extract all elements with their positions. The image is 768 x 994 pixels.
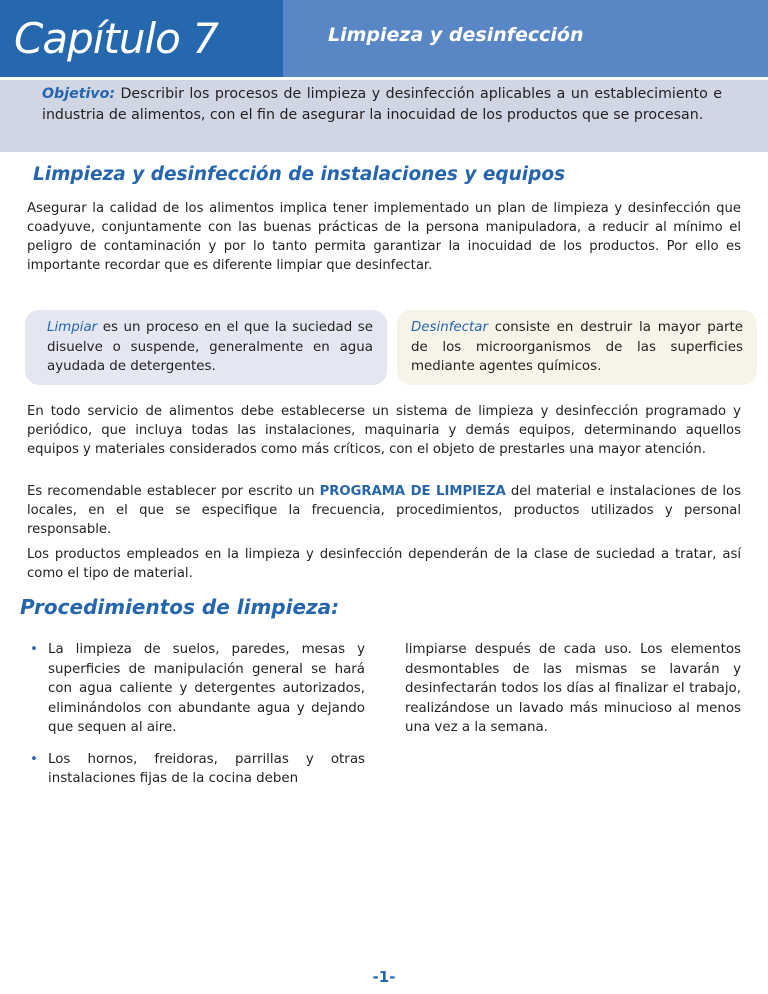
- definition-text: consiste en destruir la mayor parte de los microorganismos de las superficies mediante agentes químicos.: [411, 320, 743, 374]
- procedures-list: [28, 640, 365, 801]
- chapter-title: Limpieza y desinfección: [328, 24, 584, 46]
- definition-text: es un proceso en el que la suciedad se disuelve o suspende, generalmente en agua ayudada de detergentes.: [47, 320, 373, 374]
- paragraph: En todo servicio de alimentos debe establecerse un sistema de limpieza y desinfección programado y periódico, que incluya todas las instalaciones, maquinaria y demás equipos, determinando aquellos equipos y materiales considerados como más críticos, con el objeto de prestarles una mayor atención.: [27, 404, 741, 457]
- procedures-heading: Procedimientos de limpieza:: [20, 595, 340, 619]
- text: del material e instalaciones de los locales, en el que se especifique la frecuencia, procedimientos, productos utilizados y personal responsable.: [27, 484, 741, 537]
- definition-box-limpiar: [25, 310, 387, 385]
- list-item: [28, 640, 365, 738]
- paragraph: Los productos empleados en la limpieza y desinfección dependerán de la clase de suciedad a tratar, así como el tipo de material.: [27, 547, 741, 581]
- program-highlight: PROGRAMA DE LIMPIEZA: [319, 484, 506, 499]
- objective-band: [0, 80, 768, 152]
- bullet-icon: •: [30, 751, 38, 767]
- objective-text: Describir los procesos de limpieza y desinfección aplicables a un establecimiento e industria de alimentos, con el fin de asegurar la inocuidad de los productos que se procesan.: [42, 86, 722, 123]
- item-text: La limpieza de suelos, paredes, mesas y superficies de manipulación general se hará con agua caliente y detergentes autorizados, eliminándolos con abundante agua y dejando que sequen al aire.: [48, 642, 365, 735]
- term-desinfectar: Desinfectar: [411, 320, 489, 335]
- chapter-header: [0, 0, 768, 77]
- text: Es recomendable establecer por escrito un: [27, 484, 320, 499]
- item-text: Los hornos, freidoras, parrillas y otras instalaciones fijas de la cocina deben: [48, 751, 365, 786]
- term-limpiar: Limpiar: [47, 320, 98, 335]
- intro-paragraph: Asegurar la calidad de los alimentos implica tener implementado un plan de limpieza y desinfección que coadyuve, conjuntamente con las buenas prácticas de la persona manipuladora, a reducir al mínimo el peligro de contaminación y por lo tanto permita garantizar la inocuidad de los productos. Por ello es importante recordar que es diferente limpiar que desinfectar.: [27, 201, 741, 273]
- definition-box-desinfectar: [397, 310, 757, 385]
- list-item: [28, 750, 365, 789]
- chapter-number: Capítulo 7: [0, 0, 283, 77]
- objective-label: Objetivo:: [42, 86, 116, 102]
- page-number: -1-: [372, 968, 396, 986]
- section-heading: Limpieza y desinfección de instalaciones y equipos: [33, 164, 566, 185]
- bullet-icon: •: [30, 642, 38, 657]
- continuation-text: limpiarse después de cada uso. Los elementos desmontables de las mismas se lavarán y desinfectarán todos los días al finalizar el trabajo, realizándose un lavado más minucioso al menos una vez a la semana.: [405, 642, 741, 735]
- paragraph: [27, 482, 741, 539]
